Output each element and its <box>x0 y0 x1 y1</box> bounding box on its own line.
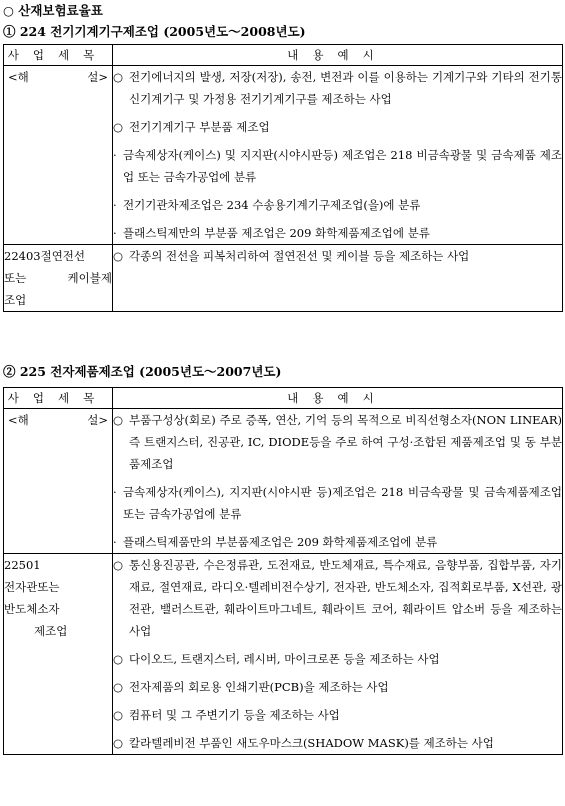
dot-bullet-icon: · <box>113 148 117 162</box>
explanation-label-left: <해 <box>8 413 29 427</box>
list-item <box>113 648 562 670</box>
code-cell <box>4 245 113 312</box>
content-cell <box>113 409 563 554</box>
dot-bullet-icon: · <box>113 198 117 212</box>
code-line: 22403절연전선 <box>4 249 86 263</box>
item-text: 컴퓨터 및 그 주변기기 등을 제조하는 사업 <box>129 708 340 722</box>
circle-bullet-icon: ○ <box>113 680 124 694</box>
item-text: 금속제상자(케이스) 및 지지판(시야시판등) 제조업은 218 비금속광물 및 금속제품 제조업 또는 금속가공업에 분류 <box>123 148 562 184</box>
item-text: 다이오드, 트랜지스터, 레시버, 마이크로폰 등을 제조하는 사업 <box>129 652 440 666</box>
item-text: 전기에너지의 발생, 저장(저장), 송전, 변전과 이를 이용하는 기계기구와 기타의 전기통신기계기구 및 가정용 전기기계기구를 제조하는 사업 <box>129 70 562 106</box>
content-cell <box>113 245 563 312</box>
list-item <box>113 554 562 642</box>
section-1-table <box>3 44 563 312</box>
content-cell <box>113 66 563 245</box>
code-line: 조업 <box>4 293 27 307</box>
table-row <box>4 554 563 755</box>
circle-bullet-icon: ○ <box>113 558 124 572</box>
list-item <box>113 222 562 244</box>
item-text: 플래스틱제만의 부분품 제조업은 209 화학제품제조업에 분류 <box>123 226 430 240</box>
header-business-detail: 사업세목 <box>4 388 113 409</box>
list-item <box>113 704 562 726</box>
list-item <box>113 531 562 553</box>
list-item <box>113 116 562 138</box>
list-item <box>113 409 562 475</box>
explanation-label-left: <해 <box>8 70 29 84</box>
table-row <box>4 245 563 312</box>
item-text: 각종의 전선을 피복처리하여 절연전선 및 케이블 등을 제조하는 사업 <box>129 249 470 263</box>
table-header-row <box>4 45 563 66</box>
list-item <box>113 481 562 525</box>
explanation-label-right: 설> <box>87 70 108 84</box>
code-line: 전자관또는 <box>4 580 60 594</box>
circle-bullet-icon: ○ <box>113 249 124 263</box>
circle-bullet-icon: ○ <box>113 708 124 722</box>
section-1-heading: ① 224 전기기계기구제조업 (2005년도～2008년도) <box>3 24 306 39</box>
circle-bullet-icon: ○ <box>113 120 124 134</box>
list-item <box>113 194 562 216</box>
item-text: 플래스틱제품만의 부분품제조업은 209 화학제품제조업에 분류 <box>123 535 438 549</box>
explanation-label-right: 설> <box>87 413 108 427</box>
content-cell <box>113 554 563 755</box>
circle-bullet-icon: ○ <box>113 736 124 750</box>
item-text: 전기기계기구 부분품 제조업 <box>129 120 270 134</box>
list-item <box>113 676 562 698</box>
page-title: ○ 산재보험료율표 <box>3 3 103 18</box>
code-line: 제조업 <box>34 624 68 638</box>
circle-bullet-icon: ○ <box>113 413 124 427</box>
dot-bullet-icon: · <box>113 485 117 499</box>
code-line: 반도체소자 <box>4 602 60 616</box>
item-text: 금속제상자(케이스), 지지판(시야시판 등)제조업은 218 비금속광물 및 금속제품제조업 또는 금속가공업에 분류 <box>123 485 562 521</box>
code-cell <box>4 409 113 554</box>
dot-bullet-icon: · <box>113 226 117 240</box>
table-row <box>4 409 563 554</box>
header-business-detail: 사업세목 <box>4 45 113 66</box>
item-text: 칼라텔레비전 부품인 새도우마스크(SHADOW MASK)를 제조하는 사업 <box>129 736 494 750</box>
item-text: 부품구성상(회로) 주로 증폭, 연산, 기억 등의 목적으로 비직선형소자(NON LINEAR) 즉 트랜지스터, 진공관, IC, DIODE등을 주로 하여 구성·조합된 제품제조업 및 동 부분품제조업 <box>129 413 562 471</box>
section-2-heading: ② 225 전자제품제조업 (2005년도～2007년도) <box>3 364 282 379</box>
table-row <box>4 66 563 245</box>
dot-bullet-icon: · <box>113 535 117 549</box>
header-content-example: 내용예시 <box>113 388 563 409</box>
circle-bullet-icon: ○ <box>113 652 124 666</box>
list-item <box>113 144 562 188</box>
table-header-row <box>4 388 563 409</box>
list-item <box>113 66 562 110</box>
code-line: 또는 케이블제 <box>4 271 112 285</box>
code-line: 22501 <box>4 558 41 572</box>
code-cell <box>4 554 113 755</box>
section-2-table <box>3 387 563 755</box>
item-text: 전자제품의 회로용 인쇄기판(PCB)을 제조하는 사업 <box>129 680 389 694</box>
item-text: 전기기관차제조업은 234 수송용기계기구제조업(을)에 분류 <box>123 198 421 212</box>
item-text: 통신용진공관, 수은정류관, 도전재료, 반도체재료, 특수재료, 음향부품, 집합부품, 자기재료, 절연재료, 라디오·텔레비전수상기, 전자관, 반도체소자, 집적회로부품, X선관, 광전관, 밸러스트관, 훼라이트마그네트, 훼라이트 코어, 훼라이트 압소버 등을 제조하는 사업 <box>129 558 562 638</box>
list-item <box>113 245 562 267</box>
circle-bullet-icon: ○ <box>113 70 124 84</box>
header-content-example: 내용예시 <box>113 45 563 66</box>
list-item <box>113 732 562 754</box>
code-cell <box>4 66 113 245</box>
